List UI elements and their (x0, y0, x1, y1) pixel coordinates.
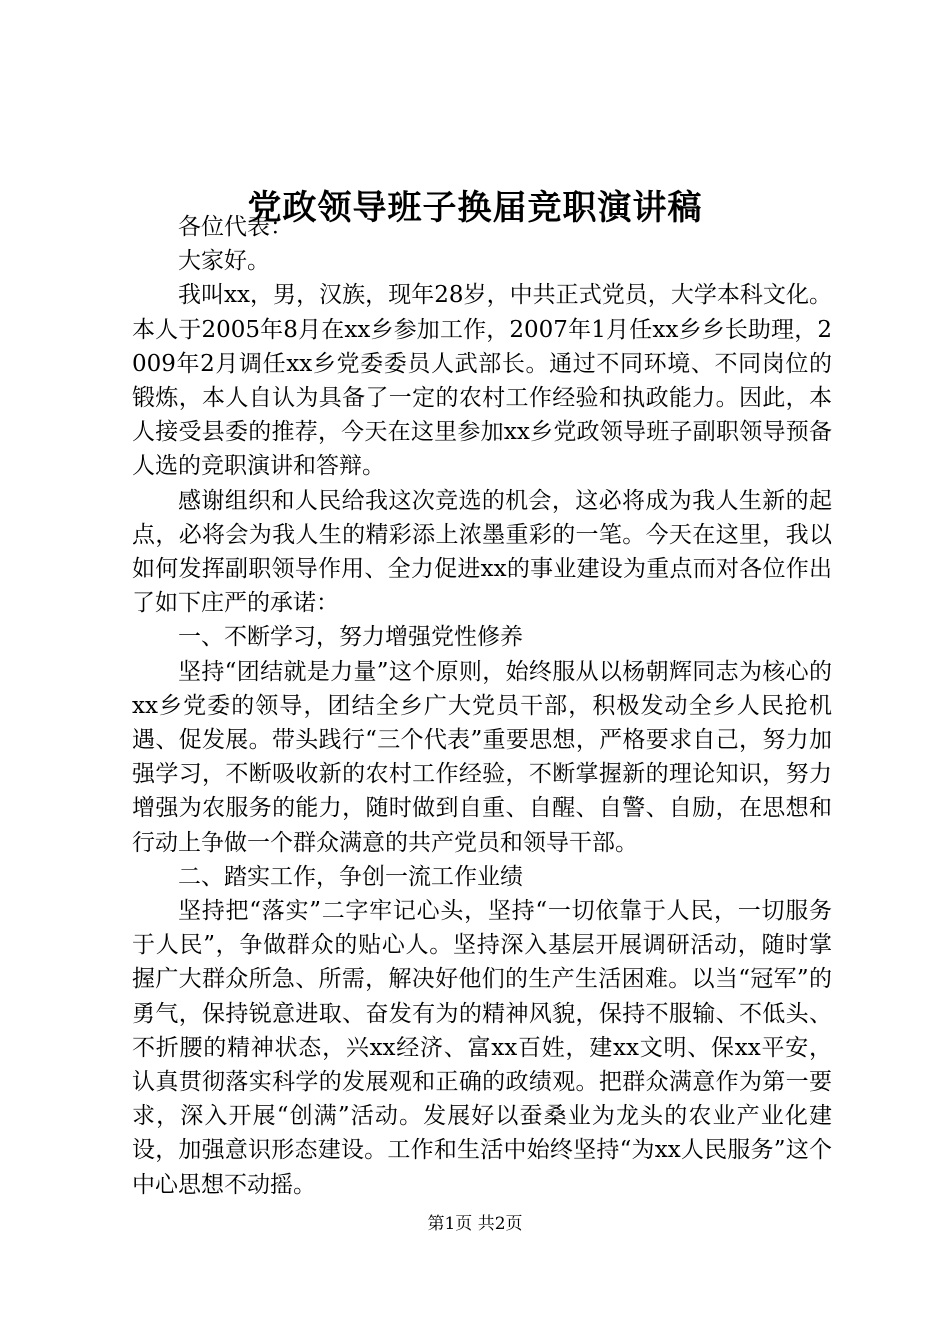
paragraph-section-1: 坚持“团结就是力量”这个原则，始终服从以杨朝辉同志为核心的xx乡党委的领导，团结全乡广大党员干部，积极发动全乡人民抢机遇、促发展。带头践行“三个代表”重要思想，严格要求自己，努力加强学习，不断吸收新的农村工作经验，不断掌握新的理论知识，努力增强为农服务的能力，随时做到自重、自醒、自警、自励，在思想和行动上争做一个群众满意的共产党员和领导干部。 (132, 658, 832, 856)
page-number-footer: 第1页 共2页 (427, 1214, 523, 1234)
paragraph-self-introduction: 我叫xx，男，汉族，现年28岁，中共正式党员，大学本科文化。本人于2005年8月在xx乡参加工作，2007年1月任xx乡乡长助理，2009年2月调任xx乡党委委员人武部长。通过不同环境、不同岗位的锻炼，本人自认为具备了一定的农村工作经验和执政能力。因此，本人接受县委的推荐，今天在这里参加xx乡党政领导班子副职领导预备人选的竞职演讲和答辩。 (132, 282, 832, 480)
salutation: 各位代表： (178, 214, 293, 240)
paragraph-section-2: 坚持把“落实”二字牢记心头，坚持“一切依靠于人民，一切服务于人民”，争做群众的贴心人。坚持深入基层开展调研活动，随时掌握广大群众所急、所需，解决好他们的生产生活困难。以当“冠军”的勇气，保持锐意进取、奋发有为的精神风貌，保持不服输、不低头、不折腰的精神状态，兴xx经济、富xx百姓，建xx文明、保xx平安，认真贯彻落实科学的发展观和正确的政绩观。把群众满意作为第一要求，深入开展“创满”活动。发展好以蚕桑业为龙头的农业产业化建设，加强意识形态建设。工作和生活中始终坚持“为xx人民服务”这个中心思想不动摇。 (132, 898, 832, 1198)
paragraph-gratitude: 感谢组织和人民给我这次竞选的机会，这必将成为我人生新的起点，必将会为我人生的精彩添上浓墨重彩的一笔。今天在这里，我以如何发挥副职领导作用、全力促进xx的事业建设为重点而对各位作出了如下庄严的承诺： (132, 487, 832, 617)
greeting: 大家好。 (178, 248, 270, 275)
section-heading-1: 一、不断学习，努力增强党性修养 (178, 624, 523, 651)
document-body (132, 210, 832, 1202)
section-heading-2: 二、踏实工作，争创一流工作业绩 (178, 863, 523, 890)
document-title: 党政领导班子换届竞职演讲稿 (247, 188, 703, 228)
